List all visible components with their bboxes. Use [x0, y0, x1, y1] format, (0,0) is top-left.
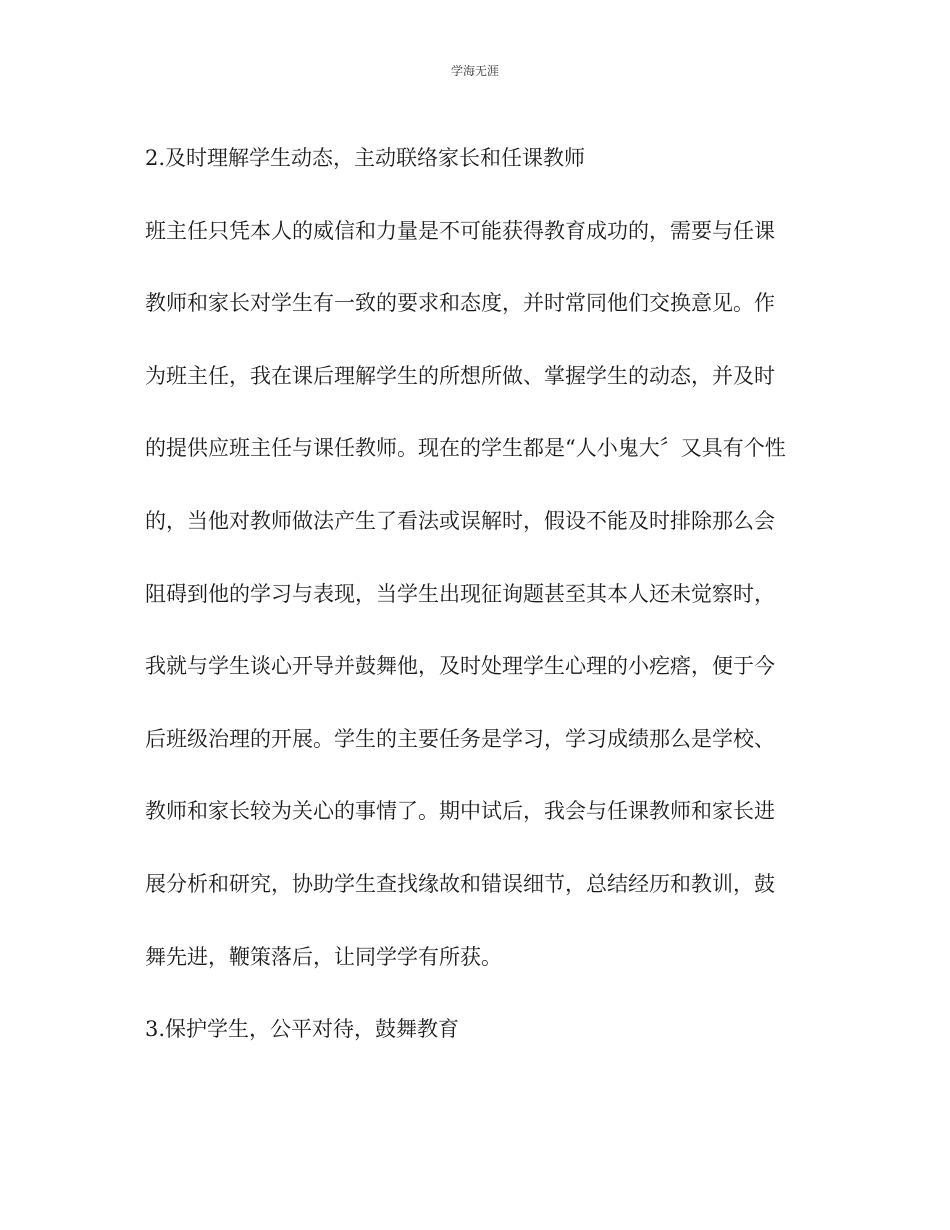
section-heading: 3.保护学生，公平对待，鼓舞教育 — [145, 1017, 460, 1042]
section-heading: 2.及时理解学生动态，主动联络家长和任课教师 — [145, 146, 586, 170]
paragraph-line: 教师和家长对学生有一致的要求和态度，并时常同他们交换意见。作 — [145, 291, 775, 316]
paragraph-line: 的，当他对教师做法产生了看法或误解时，假设不能及时排除那么会 — [145, 508, 775, 533]
paragraph-line: 班主任只凭本人的威信和力量是不可能获得教育成功的，需要与任课 — [145, 218, 775, 243]
paragraph-line: 舞先进，鞭策落后，让同学学有所获。 — [145, 944, 502, 969]
paragraph-line: 我就与学生谈心开导并鼓舞他，及时处理学生心理的小疙瘩，便于今 — [145, 654, 775, 679]
paragraph-line: 的提供应班主任与课任教师。现在的学生都是“人小鬼大〞又具有个性 — [145, 436, 786, 461]
page-header: 学海无涯 — [450, 64, 499, 78]
paragraph-line: 展分析和研究，协助学生查找缘故和错误细节，总结经历和教训，鼓 — [145, 871, 775, 896]
paragraph-line: 为班主任，我在课后理解学生的所想所做、掌握学生的动态，并及时 — [145, 363, 775, 388]
paragraph-line: 阻碍到他的学习与表现，当学生出现征询题甚至其本人还未觉察时， — [145, 581, 775, 606]
paragraph-line: 教师和家长较为关心的事情了。期中试后，我会与任课教师和家长进 — [145, 799, 775, 824]
document-body — [145, 140, 815, 1084]
paragraph-line: 后班级治理的开展。学生的主要任务是学习，学习成绩那么是学校、 — [145, 726, 775, 751]
